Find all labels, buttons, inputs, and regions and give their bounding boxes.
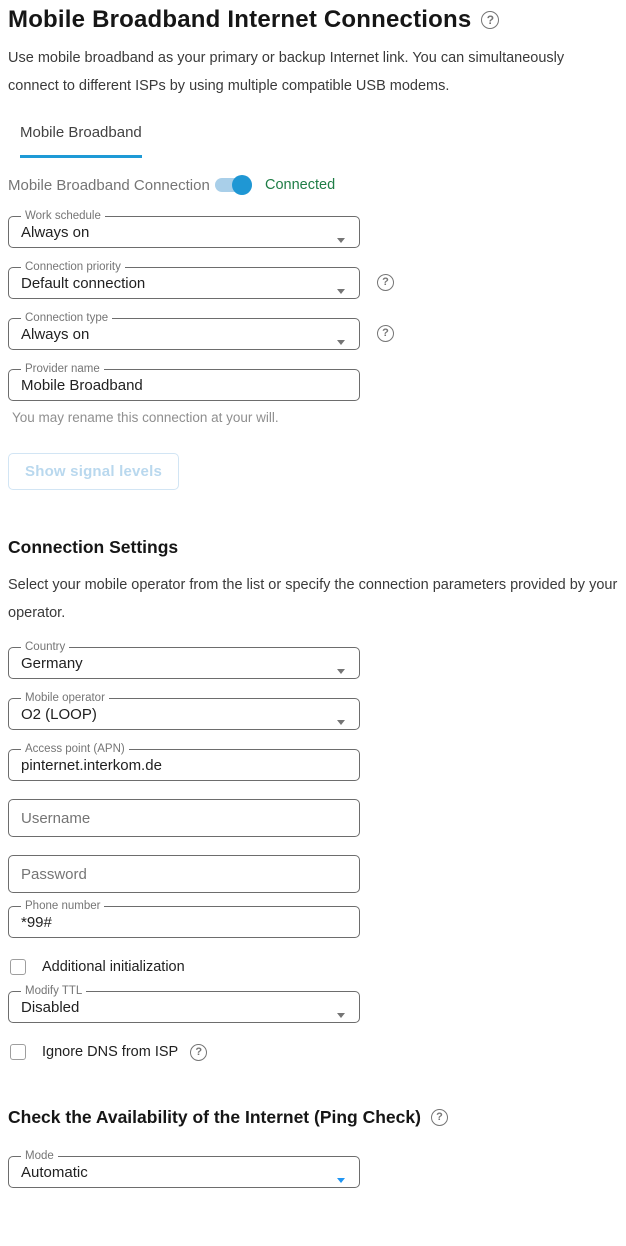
ignore-dns-help-icon[interactable]: ? <box>190 1044 207 1061</box>
apn-input[interactable] <box>21 757 323 774</box>
phone-number-field[interactable] <box>8 900 360 938</box>
modify-ttl-label: Modify TTL <box>25 985 83 997</box>
apn-label: Access point (APN) <box>25 743 125 755</box>
connection-toggle-label: Mobile Broadband Connection <box>8 176 210 194</box>
mobile-operator-select[interactable] <box>8 692 360 730</box>
toggle-knob <box>232 175 252 195</box>
connection-priority-value: Default connection <box>21 275 146 292</box>
connection-status-badge: Connected <box>265 177 336 193</box>
tab-bar <box>8 124 618 158</box>
dropdown-caret-icon <box>337 1013 345 1018</box>
connection-settings-heading: Connection Settings <box>8 537 179 557</box>
phone-number-label: Phone number <box>25 900 101 912</box>
connection-toggle-row <box>8 173 618 197</box>
additional-initialization-checkbox[interactable] <box>10 959 26 975</box>
ignore-dns-label: Ignore DNS from ISP <box>42 1044 179 1060</box>
tab-label: Mobile Broadband <box>20 124 142 141</box>
dropdown-caret-icon <box>337 1178 345 1183</box>
ping-mode-select[interactable] <box>8 1150 360 1188</box>
connection-type-help-icon[interactable]: ? <box>377 325 394 342</box>
dropdown-caret-icon <box>337 340 345 345</box>
country-label: Country <box>25 641 66 653</box>
connection-toggle-switch[interactable] <box>215 175 252 195</box>
connection-settings-section <box>8 537 618 1061</box>
provider-name-label: Provider name <box>25 363 100 375</box>
page-title: Mobile Broadband Internet Connections <box>8 6 472 33</box>
connection-priority-select[interactable] <box>8 261 360 299</box>
provider-name-input[interactable] <box>21 377 323 394</box>
work-schedule-label: Work schedule <box>25 210 101 222</box>
country-value: Germany <box>21 655 83 672</box>
connection-type-value: Always on <box>21 326 90 343</box>
work-schedule-value: Always on <box>21 224 90 241</box>
page-description: Use mobile broadband as your primary or backup Internet link. You can simultaneously connect to different ISPs by using multiple compatible USB modems. <box>8 50 565 94</box>
phone-number-input[interactable] <box>21 914 323 931</box>
dropdown-caret-icon <box>337 720 345 725</box>
password-input[interactable] <box>8 855 360 893</box>
provider-name-helper-text: You may rename this connection at your will. <box>12 410 279 425</box>
connection-priority-help-icon[interactable]: ? <box>377 274 394 291</box>
additional-initialization-label: Additional initialization <box>42 959 185 975</box>
ping-mode-label: Mode <box>25 1150 54 1162</box>
apn-field[interactable] <box>8 743 360 781</box>
ping-check-help-icon[interactable]: ? <box>431 1109 448 1126</box>
work-schedule-select[interactable] <box>8 210 360 248</box>
country-select[interactable] <box>8 641 360 679</box>
ignore-dns-row <box>8 1043 618 1061</box>
active-tab-indicator <box>20 155 142 158</box>
connection-settings-description: Select your mobile operator from the list or specify the connection parameters provided by your operator. <box>8 577 618 621</box>
dropdown-caret-icon <box>337 238 345 243</box>
dropdown-caret-icon <box>337 669 345 674</box>
ping-check-heading: Check the Availability of the Internet (Ping Check) <box>8 1107 421 1127</box>
additional-initialization-row <box>8 958 618 976</box>
connection-type-label: Connection type <box>25 312 109 324</box>
mobile-operator-value: O2 (LOOP) <box>21 706 97 723</box>
provider-name-field[interactable] <box>8 363 360 401</box>
username-input[interactable] <box>8 799 360 837</box>
page-help-icon[interactable]: ? <box>481 11 499 29</box>
connection-priority-label: Connection priority <box>25 261 121 273</box>
modify-ttl-select[interactable] <box>8 985 360 1023</box>
modify-ttl-value: Disabled <box>21 999 80 1016</box>
ping-mode-value: Automatic <box>21 1164 88 1181</box>
show-signal-levels-button[interactable]: Show signal levels <box>8 453 179 490</box>
dropdown-caret-icon <box>337 289 345 294</box>
ping-check-section <box>8 1107 618 1188</box>
mobile-operator-label: Mobile operator <box>25 692 105 704</box>
tab-mobile-broadband[interactable] <box>8 124 154 158</box>
connection-type-select[interactable] <box>8 312 360 350</box>
ignore-dns-checkbox[interactable] <box>10 1044 26 1060</box>
page-header <box>8 6 618 34</box>
